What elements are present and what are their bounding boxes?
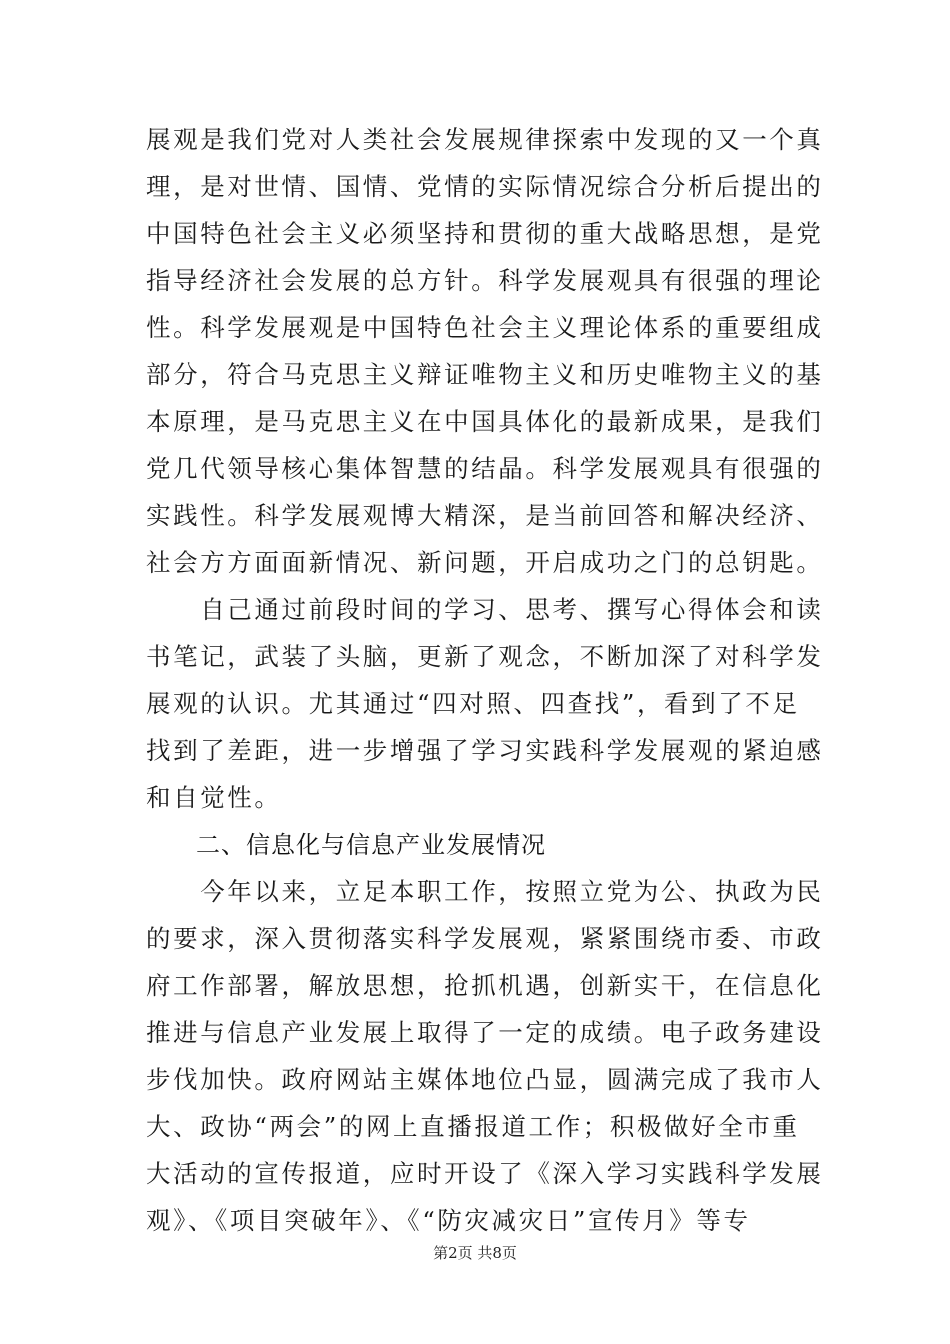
body-text-line: 指导经济社会发展的总方针。科学发展观具有很强的理论 xyxy=(146,266,824,295)
body-text-line: 本原理，是马克思主义在中国具体化的最新成果，是我们 xyxy=(146,407,824,436)
body-text-line: 党几代领导核心集体智慧的结晶。科学发展观具有很强的 xyxy=(146,454,824,483)
body-text-line: 和自觉性。 xyxy=(146,783,282,812)
page-number-footer: 第2页 共8页 xyxy=(433,1244,517,1262)
body-text-line: 性。科学发展观是中国特色社会主义理论体系的重要组成 xyxy=(146,313,824,342)
body-text-line: 部分，符合马克思主义辩证唯物主义和历史唯物主义的基 xyxy=(146,360,824,389)
body-text-line: 展观的认识。尤其通过“四对照、四查找”，看到了不足 xyxy=(146,689,800,718)
body-text-line: 大、政协“两会”的网上直播报道工作；积极做好全市重 xyxy=(146,1112,800,1141)
body-text-line: 中国特色社会主义必须坚持和贯彻的重大战略思想，是党 xyxy=(146,219,824,248)
body-text-line: 理，是对世情、国情、党情的实际情况综合分析后提出的 xyxy=(146,172,824,201)
body-text-line: 观》、《项目突破年》、《“防灾减灾日”宣传月》等专 xyxy=(146,1206,751,1235)
body-text-line: 展观是我们党对人类社会发展规律探索中发现的又一个真 xyxy=(146,125,824,154)
body-text-line: 找到了差距，进一步增强了学习实践科学发展观的紧迫感 xyxy=(146,736,824,765)
body-text-line: 实践性。科学发展观博大精深，是当前回答和解决经济、 xyxy=(146,501,824,530)
body-text-line: 步伐加快。政府网站主媒体地位凸显，圆满完成了我市人 xyxy=(146,1065,824,1094)
section-heading: 二、信息化与信息产业发展情况 xyxy=(196,831,546,859)
body-text-line: 的要求，深入贯彻落实科学发展观，紧紧围绕市委、市政 xyxy=(146,924,824,953)
body-text-line: 今年以来，立足本职工作，按照立党为公、执政为民 xyxy=(146,877,824,906)
body-text-line: 社会方方面面新情况、新问题，开启成功之门的总钥匙。 xyxy=(146,548,824,577)
body-text-line: 自己通过前段时间的学习、思考、撰写心得体会和读 xyxy=(146,595,824,624)
body-text-line: 大活动的宣传报道，应时开设了《深入学习实践科学发展 xyxy=(146,1159,824,1188)
body-text-line: 府工作部署，解放思想，抢抓机遇，创新实干，在信息化 xyxy=(146,971,824,1000)
body-text-line: 书笔记，武装了头脑，更新了观念，不断加深了对科学发 xyxy=(146,642,824,671)
body-text-line: 推进与信息产业发展上取得了一定的成绩。电子政务建设 xyxy=(146,1018,824,1047)
